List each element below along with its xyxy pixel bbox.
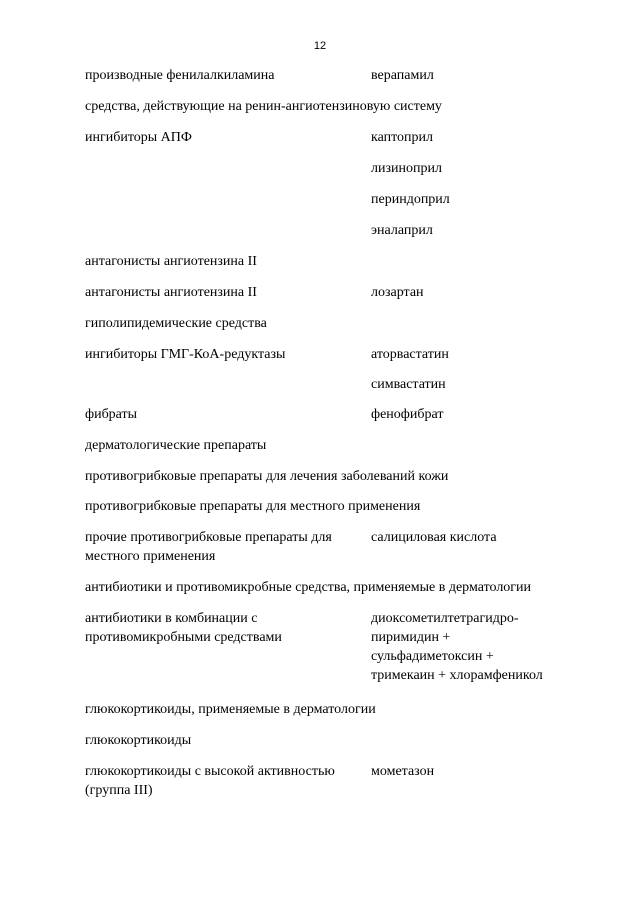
group-label-line: антибиотики в комбинации с (85, 611, 258, 626)
group-heading: антибиотики и противомикробные средства, применяемые в дерматологии (85, 580, 532, 595)
group-label-line: глюкокортикоиды с высокой активностью (85, 764, 335, 779)
drug-name: каптоприл (371, 130, 434, 145)
drug-name-line: диоксометилтетрагидро- (371, 611, 519, 626)
group-label-line: местного применения (85, 549, 216, 564)
drug-name-line: тримекаин + хлорамфеникол (371, 668, 543, 683)
drug-name-line: пиримидин + (371, 630, 451, 645)
drug-name: лизиноприл (371, 161, 442, 176)
drug-name: мометазон (371, 764, 435, 779)
group-heading: противогрибковые препараты для лечения заболеваний кожи (85, 469, 449, 484)
group-label: ингибиторы АПФ (85, 130, 192, 145)
group-heading: глюкокортикоиды (85, 733, 192, 748)
group-heading: противогрибковые препараты для местного применения (85, 499, 421, 514)
group-label (85, 528, 367, 566)
group-label-line: противомикробными средствами (85, 630, 282, 645)
group-label (85, 609, 367, 647)
group-label-line: прочие противогрибковые препараты для (85, 530, 332, 545)
drug-name: верапамил (371, 68, 434, 83)
group-label: гиполипидемические средства (85, 316, 267, 331)
group-label: производные фенилалкиламина (85, 68, 275, 83)
group-heading: средства, действующие на ренин-ангиотензиновую систему (85, 99, 442, 114)
group-label: антагонисты ангиотензина II (85, 285, 257, 300)
drug-name: аторвастатин (371, 347, 449, 362)
group-label-line: (группа III) (85, 783, 153, 798)
group-heading: дерматологические препараты (85, 438, 267, 453)
group-label: антагонисты ангиотензина II (85, 254, 257, 269)
drug-name (371, 609, 581, 685)
drug-name: периндоприл (371, 192, 450, 207)
drug-name: симвастатин (371, 377, 446, 392)
drug-name: салициловая кислота (371, 530, 497, 545)
drug-name: лозартан (371, 285, 424, 300)
group-label (85, 762, 367, 800)
group-heading: глюкокортикоиды, применяемые в дерматологии (85, 702, 376, 717)
drug-name: фенофибрат (371, 407, 444, 422)
drug-name: эналаприл (371, 223, 433, 238)
group-label: ингибиторы ГМГ-КоА-редуктазы (85, 347, 286, 362)
group-label: фибраты (85, 407, 138, 422)
drug-name-line: сульфадиметоксин + (371, 649, 494, 664)
page-number: 12 (313, 40, 327, 52)
